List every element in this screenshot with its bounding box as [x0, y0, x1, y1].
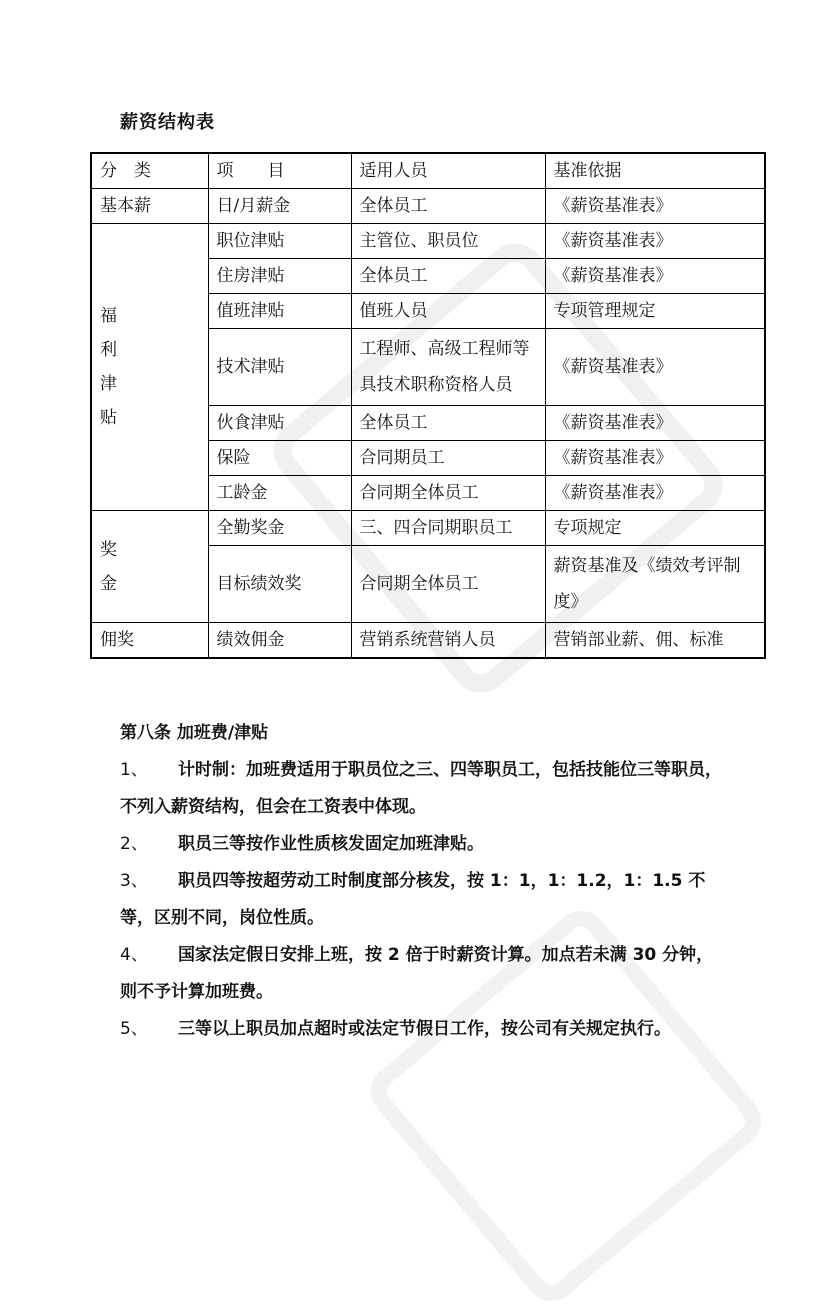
applies-cell: 工程师、高级工程师等具技术职称资格人员	[351, 329, 545, 406]
category-char: 津	[100, 374, 117, 394]
header-cell: 基准依据	[545, 153, 765, 189]
item-number: 2、	[120, 834, 148, 854]
item-text: 三等以上职员加点超时或法定节假日工作，按公司有关规定执行。	[178, 1019, 671, 1039]
table-row	[91, 189, 765, 224]
category-cell-vertical	[91, 224, 208, 511]
item-cell: 目标绩效奖	[208, 546, 351, 623]
applies-cell: 合同期全体员工	[351, 546, 545, 623]
item-text: 职员四等按超劳动工时制度部分核发，按 1：1，1：1.2，1：1.5 不等，区别不同，岗位性质。	[120, 871, 706, 928]
applies-cell: 营销系统营销人员	[351, 623, 545, 659]
basis-cell: 《薪资基准表》	[545, 189, 765, 224]
applies-cell: 值班人员	[351, 294, 545, 329]
item-cell: 全勤奖金	[208, 511, 351, 546]
category-char: 福	[100, 306, 117, 326]
applies-cell: 合同期全体员工	[351, 476, 545, 511]
table-row	[91, 224, 765, 259]
category-cell: 佣奖	[91, 623, 208, 659]
applies-cell: 合同期员工	[351, 441, 545, 476]
basis-cell: 专项规定	[545, 511, 765, 546]
item-cell: 技术津贴	[208, 329, 351, 406]
basis-cell: 薪资基准及《绩效考评制度》	[545, 546, 765, 623]
applies-cell: 全体员工	[351, 406, 545, 441]
basis-cell: 《薪资基准表》	[545, 476, 765, 511]
item-number: 3、	[120, 871, 148, 891]
list-item	[120, 752, 730, 826]
basis-cell: 营销部业薪、佣、标准	[545, 623, 765, 659]
applies-cell: 主管位、职员位	[351, 224, 545, 259]
category-char: 利	[100, 340, 117, 360]
item-cell: 工龄金	[208, 476, 351, 511]
category-char: 贴	[100, 408, 117, 428]
header-cell: 分 类	[91, 153, 208, 189]
item-number: 5、	[120, 1019, 148, 1039]
item-number: 1、	[120, 760, 148, 780]
salary-structure-table	[90, 152, 766, 659]
list-item	[120, 1011, 730, 1048]
header-cell: 项 目	[208, 153, 351, 189]
list-item	[120, 826, 730, 863]
list-item	[120, 937, 730, 1011]
category-cell-vertical	[91, 511, 208, 623]
basis-cell: 《薪资基准表》	[545, 224, 765, 259]
clause-list	[120, 752, 730, 1048]
basis-cell: 专项管理规定	[545, 294, 765, 329]
applies-cell: 三、四合同期职员工	[351, 511, 545, 546]
item-cell: 绩效佣金	[208, 623, 351, 659]
applies-cell: 全体员工	[351, 189, 545, 224]
section-heading: 第八条 加班费/津贴	[120, 723, 269, 743]
item-cell: 值班津贴	[208, 294, 351, 329]
item-number: 4、	[120, 945, 148, 965]
item-text: 计时制：加班费适用于职员位之三、四等职员工，包括技能位三等职员，不列入薪资结构，但会在工资表中体现。	[120, 760, 722, 817]
category-char: 奖	[100, 539, 117, 560]
category-cell: 基本薪	[91, 189, 208, 224]
item-cell: 伙食津贴	[208, 406, 351, 441]
header-cell: 适用人员	[351, 153, 545, 189]
list-item	[120, 863, 730, 937]
applies-cell: 全体员工	[351, 259, 545, 294]
basis-cell: 《薪资基准表》	[545, 406, 765, 441]
item-text: 国家法定假日安排上班，按 2 倍于时薪资计算。加点若未满 30 分钟，则不予计算加班费。	[120, 945, 714, 1002]
table-row	[91, 511, 765, 546]
item-cell: 保险	[208, 441, 351, 476]
category-char: 金	[100, 573, 117, 594]
item-text: 职员三等按作业性质核发固定加班津贴。	[178, 834, 484, 854]
basis-cell: 《薪资基准表》	[545, 441, 765, 476]
item-cell: 住房津贴	[208, 259, 351, 294]
table-header-row	[91, 153, 765, 189]
item-cell: 日/月薪金	[208, 189, 351, 224]
document-title: 薪资结构表	[120, 112, 215, 133]
basis-cell: 《薪资基准表》	[545, 259, 765, 294]
item-cell: 职位津贴	[208, 224, 351, 259]
table-row	[91, 623, 765, 659]
basis-cell: 《薪资基准表》	[545, 329, 765, 406]
